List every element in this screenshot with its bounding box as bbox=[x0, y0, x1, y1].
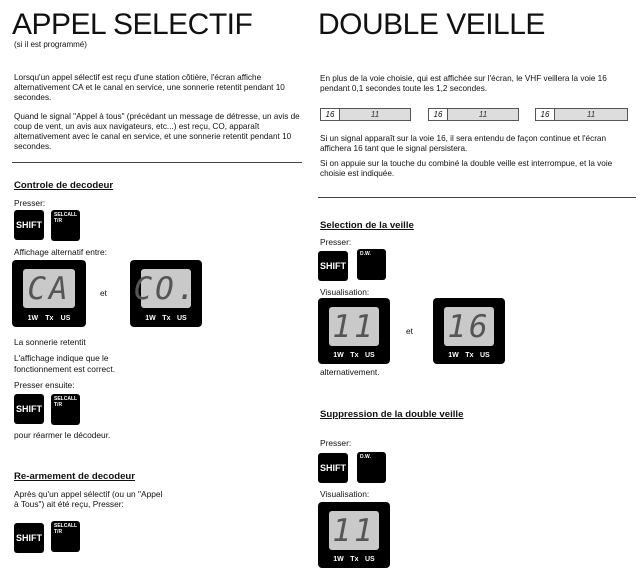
timeline-ch16: 16 bbox=[429, 109, 448, 120]
lcd-display-11 bbox=[318, 298, 390, 364]
shift-key[interactable]: SHIFT bbox=[318, 453, 348, 483]
selcall-key[interactable]: SELCALL T/R bbox=[51, 521, 80, 552]
timeline-segment bbox=[428, 108, 519, 121]
rearmement-text: Après qu'un appel sélectif (ou un "Appel à Tous") ait été reçu, Presser: bbox=[14, 489, 163, 509]
lcd-label-tx: Tx bbox=[162, 315, 171, 322]
lcd-label-tx: Tx bbox=[350, 556, 359, 563]
lcd-display-co bbox=[130, 260, 202, 327]
timeline-ch16: 16 bbox=[536, 109, 555, 120]
left-title: APPEL SELECTIF bbox=[12, 8, 253, 41]
press-label: Presser: bbox=[320, 438, 352, 448]
divider bbox=[12, 162, 302, 163]
lcd-screen: CO. bbox=[133, 270, 199, 307]
alternatively-text: alternativement. bbox=[320, 367, 380, 377]
shift-key[interactable]: SHIFT bbox=[14, 523, 44, 553]
timeline-segment bbox=[320, 108, 411, 121]
and-label: et bbox=[100, 288, 107, 298]
lcd-label-tx: Tx bbox=[465, 352, 474, 359]
left-intro-1: Lorsqu'un appel sélectif est reçu d'une station côtière, l'écran affiche alternativement CA et le canal en service, une sonnerie retentit pendant 10 secondes. bbox=[14, 73, 285, 102]
lcd-label-1w: 1W bbox=[333, 556, 344, 563]
and-label: et bbox=[406, 326, 413, 336]
controle-heading: Controle de decodeur bbox=[14, 180, 114, 191]
shift-key[interactable]: SHIFT bbox=[318, 251, 348, 281]
press-label: Presser: bbox=[320, 237, 352, 247]
right-p3: Si on appuie sur la touche du combiné la double veille est interrompue, et la voie choisie est indiquée. bbox=[320, 159, 613, 178]
left-subtitle: (si il est programmé) bbox=[14, 40, 87, 49]
lcd-display-ca bbox=[12, 260, 86, 327]
right-p2: Si un signal apparaît sur la voie 16, il sera entendu de façon continue et l'écran affichera 16 tant que le signal persistera. bbox=[320, 134, 607, 153]
timeline-ch11: 11 bbox=[370, 110, 380, 119]
lcd-screen: 16 bbox=[444, 307, 494, 346]
timeline-ch11: 11 bbox=[586, 110, 596, 119]
lcd-label-tx: Tx bbox=[45, 315, 54, 322]
rearmement-heading: Re-armement de decodeur bbox=[14, 471, 136, 482]
shift-key[interactable]: SHIFT bbox=[14, 394, 44, 424]
right-title: DOUBLE VEILLE bbox=[318, 8, 545, 41]
ring-text: La sonnerie retentit bbox=[14, 337, 86, 347]
timeline-segment bbox=[535, 108, 628, 121]
lcd-screen: 11 bbox=[329, 307, 379, 346]
press-label: Presser: bbox=[14, 198, 46, 208]
visual-label: Visualisation: bbox=[320, 287, 370, 297]
lcd-label-1w: 1W bbox=[448, 352, 459, 359]
lcd-label-us: US bbox=[60, 315, 71, 322]
right-intro: En plus de la voie choisie, qui est affichée sur l'écran, le VHF veillera la voie 16 pendant 0,1 secondes toute les 1,2 secondes. bbox=[320, 74, 607, 93]
shift-key[interactable]: SHIFT bbox=[14, 210, 44, 240]
selection-heading: Selection de la veille bbox=[320, 220, 414, 231]
lcd-label-us: US bbox=[177, 315, 187, 322]
selcall-key[interactable]: SELCALL T/R bbox=[51, 394, 80, 425]
dw-key[interactable]: D.W. bbox=[357, 249, 386, 280]
correct-text: L'affichage indique que le fonctionnement est correct. bbox=[14, 353, 116, 374]
lcd-display-16 bbox=[433, 298, 505, 364]
lcd-label-tx: Tx bbox=[350, 352, 359, 359]
left-intro-2: Quand le signal "Appel à tous" (précédant un message de détresse, un avis de coup de vent, un avis aux navigateurs, etc...) est reçu, CO, apparaît alternativement avec le canal en service, et une sonnerie retentit pendant 10 secondes. bbox=[14, 112, 300, 151]
lcd-label-us: US bbox=[365, 556, 375, 563]
lcd-label-1w: 1W bbox=[145, 315, 156, 322]
display-alt-label: Affichage alternatif entre: bbox=[14, 247, 107, 257]
press-then-label: Presser ensuite: bbox=[14, 380, 75, 390]
lcd-label-1w: 1W bbox=[333, 352, 344, 359]
rearm-text: pour réarmer le décodeur. bbox=[14, 430, 111, 440]
lcd-label-1w: 1W bbox=[27, 315, 39, 322]
divider bbox=[318, 197, 636, 198]
lcd-label-us: US bbox=[365, 352, 375, 359]
dw-key[interactable]: D.W. bbox=[357, 452, 386, 483]
lcd-display-11 bbox=[318, 502, 390, 568]
visual-label: Visualisation: bbox=[320, 489, 370, 499]
lcd-screen: CA bbox=[23, 269, 75, 308]
lcd-screen: 11 bbox=[329, 511, 379, 550]
timeline-ch16: 16 bbox=[321, 109, 340, 120]
suppression-heading: Suppression de la double veille bbox=[320, 409, 464, 420]
lcd-label-us: US bbox=[480, 352, 490, 359]
selcall-key[interactable]: SELCALL T/R bbox=[51, 210, 80, 241]
timeline-ch11: 11 bbox=[478, 110, 488, 119]
